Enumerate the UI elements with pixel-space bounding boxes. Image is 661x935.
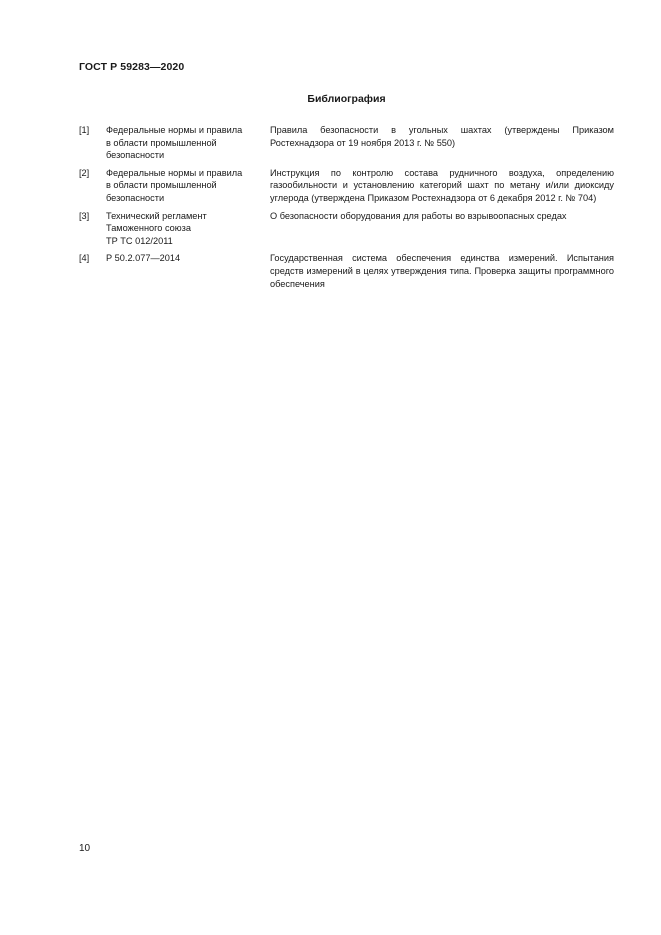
section-title: Библиография: [307, 93, 386, 105]
entry-title: [270, 210, 614, 248]
source-line: Федеральные нормы и правила: [106, 167, 243, 178]
title-line: Государственная система обеспечения единства измерений. Испытания: [270, 253, 614, 264]
source-line: в области промышленной: [106, 137, 217, 148]
entry-source: [106, 210, 270, 248]
bibliography-entry: [79, 167, 614, 205]
bibliography-entry: [79, 252, 614, 290]
source-line: ТР ТС 012/2011: [106, 235, 173, 246]
entry-source: [106, 252, 270, 290]
source-line: Р 50.2.077—2014: [106, 253, 181, 264]
title-line: О безопасности оборудования для работы во взрывоопасных средах: [270, 210, 567, 221]
source-line: Таможенного союза: [106, 223, 191, 234]
title-line: Инструкция по контролю состава рудничного воздуха, определению: [270, 167, 614, 178]
title-line: программного обеспечения: [270, 265, 614, 289]
source-line: безопасности: [106, 192, 165, 203]
source-line: Технический регламент: [106, 210, 207, 221]
bibliography-entry: [79, 210, 614, 248]
entry-number: [3]: [79, 210, 90, 221]
entry-source: [106, 124, 270, 162]
title-line: средств измерений в целях утверждения типа. Проверка защиты: [270, 265, 552, 276]
entry-number: [4]: [79, 253, 90, 264]
entry-source: [106, 167, 270, 205]
title-line: № 704): [565, 192, 597, 203]
source-line: безопасности: [106, 150, 165, 161]
title-line: газообильности и установлению категорий шахт по метану и/или диоксиду: [270, 180, 614, 191]
title-line: углерода (утверждена Приказом Ростехнадзора от 6 декабря 2012 г.: [270, 192, 563, 203]
entry-number: [2]: [79, 167, 90, 178]
title-line: Ростехнадзора от 19 ноября 2013 г. № 550): [270, 137, 456, 148]
entry-title: [270, 167, 614, 205]
source-line: Федеральные нормы и правила: [106, 125, 243, 135]
title-line: Правила безопасности в угольных шахтах (утверждены Приказом: [270, 125, 614, 135]
bibliography-list: [79, 124, 614, 290]
entry-title: [270, 124, 614, 162]
bibliography-entry: [79, 124, 614, 162]
document-code: ГОСТ Р 59283—2020: [79, 61, 185, 73]
entry-number: [1]: [79, 125, 90, 135]
source-line: в области промышленной: [106, 180, 217, 191]
entry-title: [270, 252, 614, 290]
page-number: 10: [79, 843, 91, 854]
